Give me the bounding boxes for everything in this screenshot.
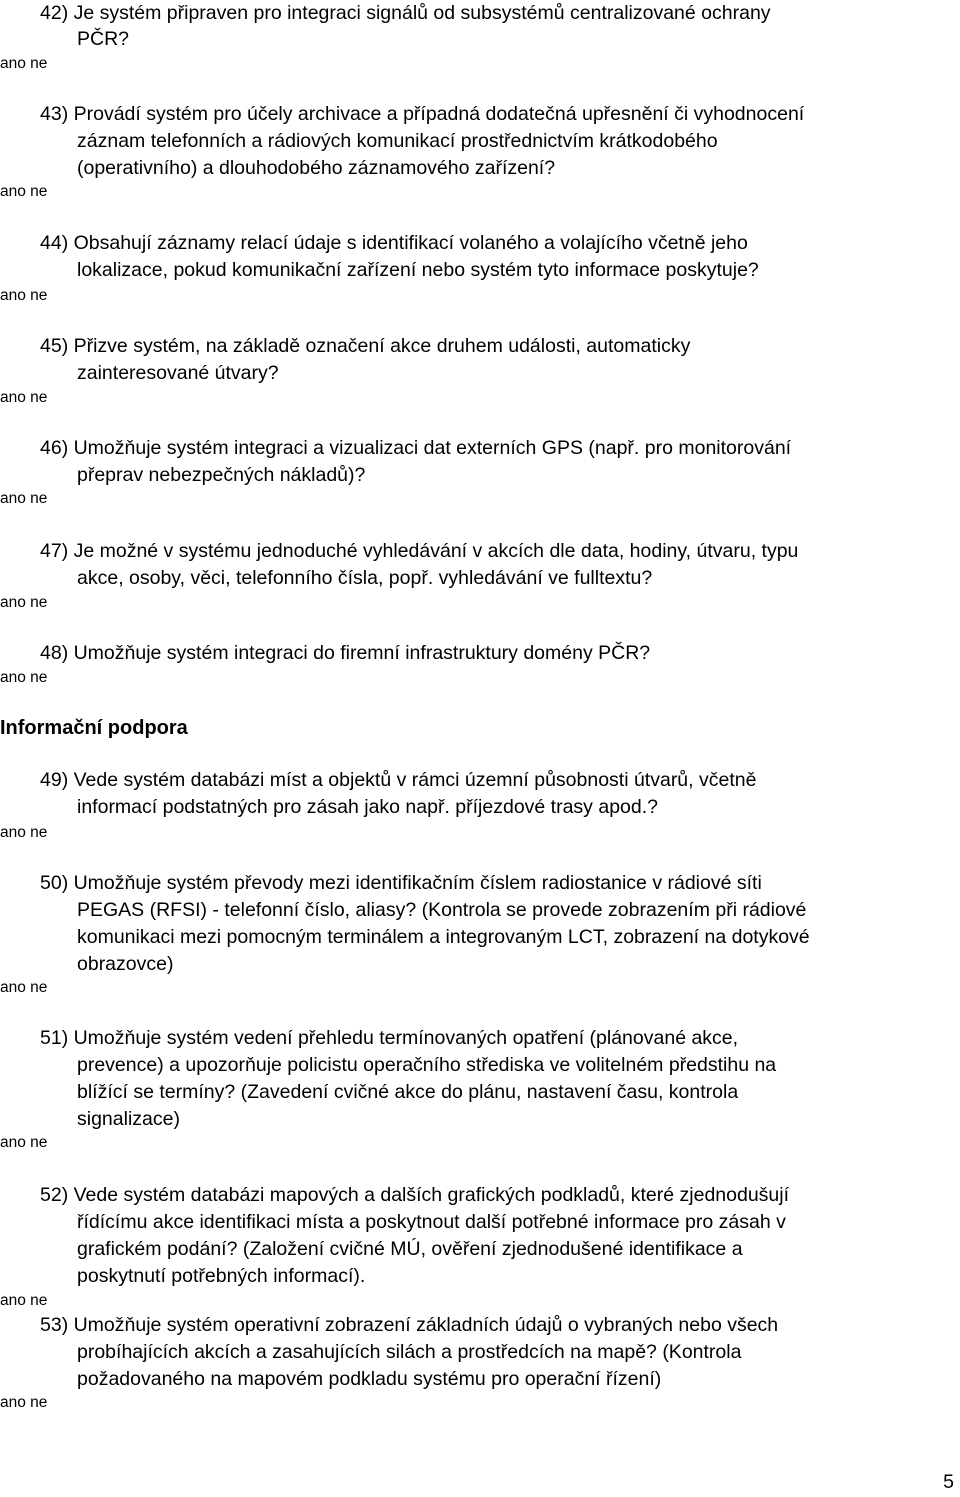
question-52-line-3: grafickém podání? (Založení cvičné MÚ, ověření zjednodušené identifikace a bbox=[77, 1238, 743, 1260]
answer-options-51[interactable]: ano ne bbox=[0, 1134, 48, 1151]
question-43-line-1: 43) Provádí systém pro účely archivace a případná dodatečná upřesnění či vyhodnocení bbox=[40, 103, 805, 125]
answer-options-53[interactable]: ano ne bbox=[0, 1394, 48, 1411]
question-46-line-1: 46) Umožňuje systém integraci a vizualizaci dat externích GPS (např. pro monitorování bbox=[40, 437, 792, 459]
question-51-line-4: signalizace) bbox=[77, 1108, 180, 1130]
answer-options-42[interactable]: ano ne bbox=[0, 55, 48, 72]
answer-options-52[interactable]: ano ne bbox=[0, 1292, 48, 1309]
answer-options-49[interactable]: ano ne bbox=[0, 824, 48, 841]
answer-options-46[interactable]: ano ne bbox=[0, 490, 48, 507]
question-45-line-2: zainteresované útvary? bbox=[77, 362, 279, 384]
question-49-line-1: 49) Vede systém databázi míst a objektů v rámci územní působnosti útvarů, včetně bbox=[40, 769, 757, 791]
question-51-line-2: prevence) a upozorňuje policistu operačního střediska ve volitelném předstihu na bbox=[77, 1054, 777, 1076]
question-42-line-2: PČR? bbox=[77, 28, 130, 50]
question-46-line-2: přeprav nebezpečných nákladů)? bbox=[77, 464, 366, 486]
question-53-line-2: probíhajících akcích a zasahujících silách a prostředcích na mapě? (Kontrola bbox=[77, 1341, 742, 1363]
answer-options-50[interactable]: ano ne bbox=[0, 979, 48, 996]
question-43-line-3: (operativního) a dlouhodobého záznamového zařízení? bbox=[77, 157, 556, 179]
page-number: 5 bbox=[943, 1471, 954, 1493]
question-43-line-2: záznam telefonních a rádiových komunikací prostřednictvím krátkodobého bbox=[77, 130, 718, 152]
question-47-line-2: akce, osoby, věci, telefonního čísla, popř. vyhledávání ve fulltextu? bbox=[77, 567, 653, 589]
question-51-line-1: 51) Umožňuje systém vedení přehledu termínovaných opatření (plánované akce, bbox=[40, 1027, 739, 1049]
question-50-line-3: komunikaci mezi pomocným terminálem a integrovaným LCT, zobrazení na dotykové bbox=[77, 926, 810, 948]
question-50-line-4: obrazovce) bbox=[77, 953, 174, 975]
question-42-line-1: 42) Je systém připraven pro integraci signálů od subsystémů centralizované ochrany bbox=[40, 2, 771, 24]
question-53-line-3: požadovaného na mapovém podkladu systému pro operační řízení) bbox=[77, 1368, 662, 1390]
question-48-line-1: 48) Umožňuje systém integraci do firemní infrastruktury domény PČR? bbox=[40, 642, 651, 664]
question-53-line-1: 53) Umožňuje systém operativní zobrazení základních údajů o vybraných nebo všech bbox=[40, 1314, 779, 1336]
answer-options-47[interactable]: ano ne bbox=[0, 594, 48, 611]
question-51-line-3: blížící se termíny? (Zavedení cvičné akce do plánu, nastavení času, kontrola bbox=[77, 1081, 739, 1103]
question-52-line-2: řídícímu akce identifikaci místa a poskytnout další potřebné informace pro zásah v bbox=[77, 1211, 786, 1233]
question-52-line-1: 52) Vede systém databázi mapových a dalších grafických podkladů, které zjednodušují bbox=[40, 1184, 790, 1206]
answer-options-48[interactable]: ano ne bbox=[0, 669, 48, 686]
section-heading: Informační podpora bbox=[0, 717, 188, 739]
question-49-line-2: informací podstatných pro zásah jako např. příjezdové trasy apod.? bbox=[77, 796, 658, 818]
question-50-line-1: 50) Umožňuje systém převody mezi identifikačním číslem radiostanice v rádiové síti bbox=[40, 872, 762, 894]
answer-options-44[interactable]: ano ne bbox=[0, 287, 48, 304]
answer-options-43[interactable]: ano ne bbox=[0, 183, 48, 200]
answer-options-45[interactable]: ano ne bbox=[0, 389, 48, 406]
question-45-line-1: 45) Přizve systém, na základě označení akce druhem události, automaticky bbox=[40, 335, 691, 357]
question-44-line-1: 44) Obsahují záznamy relací údaje s identifikací volaného a volajícího včetně jeho bbox=[40, 232, 748, 254]
question-50-line-2: PEGAS (RFSI) - telefonní číslo, aliasy? (Kontrola se provede zobrazením při rádiové bbox=[77, 899, 807, 921]
question-44-line-2: lokalizace, pokud komunikační zařízení nebo systém tyto informace poskytuje? bbox=[77, 259, 759, 281]
question-52-line-4: poskytnutí potřebných informací). bbox=[77, 1265, 366, 1287]
question-47-line-1: 47) Je možné v systému jednoduché vyhledávání v akcích dle data, hodiny, útvaru, typu bbox=[40, 540, 799, 562]
